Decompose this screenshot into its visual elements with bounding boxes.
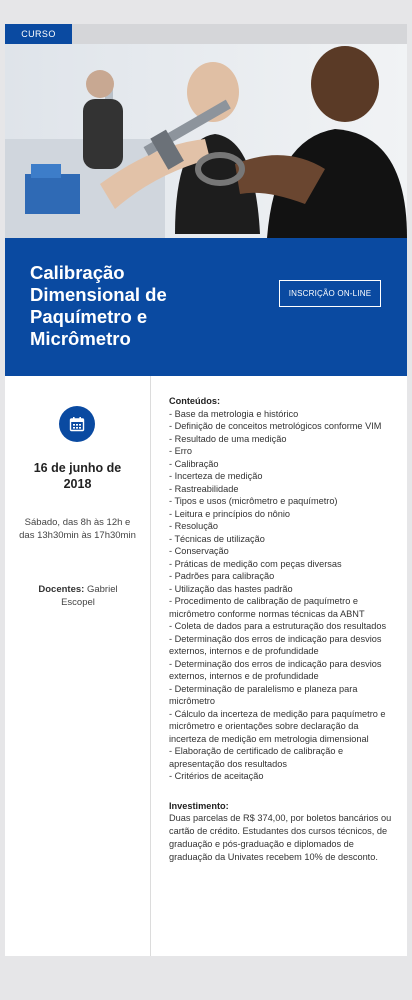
curso-tag: CURSO	[5, 24, 72, 44]
title-band	[5, 238, 407, 376]
course-title: Calibração Dimensional de Paquímetro e Micrômetro	[30, 262, 167, 349]
contents-item: - Cálculo da incerteza de medição para paquímetro e micrômetro e orientações sobre declaração da incerteza de medição em metrologia dimensional	[169, 708, 386, 744]
footer-strip	[5, 956, 407, 1000]
signup-button[interactable]: INSCRIÇÃO ON-LINE	[279, 280, 381, 307]
contents-item: - Erro	[169, 446, 192, 456]
hero-image	[5, 44, 407, 238]
instructors	[23, 583, 133, 609]
course-details	[5, 376, 407, 956]
syllabus-column	[169, 395, 393, 864]
contents-item: - Determinação dos erros de indicação para desvios externos, internos e de profundidade	[169, 658, 382, 681]
contents-item: - Rastreabilidade	[169, 483, 239, 494]
contents-item: - Padrões para calibração	[169, 571, 275, 581]
contents-item: - Utilização das hastes padrão	[169, 583, 293, 594]
contents-item: - Resultado de uma medição	[169, 433, 287, 444]
contents-item: - Tipos e usos (micrômetro e paquímetro)	[169, 496, 338, 506]
contents-item: - Elaboração de certificado de calibração e apresentação dos resultados	[169, 746, 344, 769]
contents-item: - Determinação dos erros de indicação para desvios externos, internos e de profundidade	[169, 633, 382, 656]
course-date: 16 de junho de 2018	[33, 461, 122, 491]
contents-item: - Coleta de dados para a estruturação dos resultados	[169, 621, 387, 631]
investment-title: Investimento:	[169, 800, 229, 811]
contents-item: - Definição de conceitos metrológicos conforme VIM	[169, 421, 382, 431]
contents-item: - Procedimento de calibração de paquímetro e micrômetro conforme normas técnicas da ABNT	[169, 596, 365, 619]
course-schedule: Sábado, das 8h às 12h e das 13h30min às 17h30min	[19, 517, 136, 541]
calendar-icon	[59, 406, 95, 442]
contents-item: - Conservação	[169, 546, 229, 556]
contents-item: - Critérios de aceitação	[169, 771, 264, 781]
contents-item: - Resolução	[169, 521, 219, 531]
investment-text: Duas parcelas de R$ 374,00, por boletos bancários ou cartão de crédito. Estudantes dos cursos técnicos, de graduação e pós-graduação e diplomados de graduação da Univates recebem 10% de desconto.	[169, 813, 392, 862]
photo-technicians-caliper	[5, 44, 407, 238]
contents-title: Conteúdos:	[169, 396, 221, 406]
instructors-label: Docentes:	[38, 584, 85, 595]
contents-item: - Técnicas de utilização	[169, 533, 265, 544]
column-divider	[150, 376, 151, 956]
contents-item: - Calibração	[169, 458, 219, 469]
contents-item: - Incerteza de medição	[169, 471, 263, 481]
instructors-names: Gabriel Escopel	[61, 584, 118, 608]
contents-item: - Base da metrologia e histórico	[169, 408, 299, 419]
contents-item: - Determinação de paralelismo e planeza para micrômetro	[169, 683, 358, 706]
contents-item: - Leitura e princípios do nônio	[169, 508, 291, 519]
contents-list	[169, 408, 393, 783]
contents-item: - Práticas de medição com peças diversas	[169, 558, 342, 569]
